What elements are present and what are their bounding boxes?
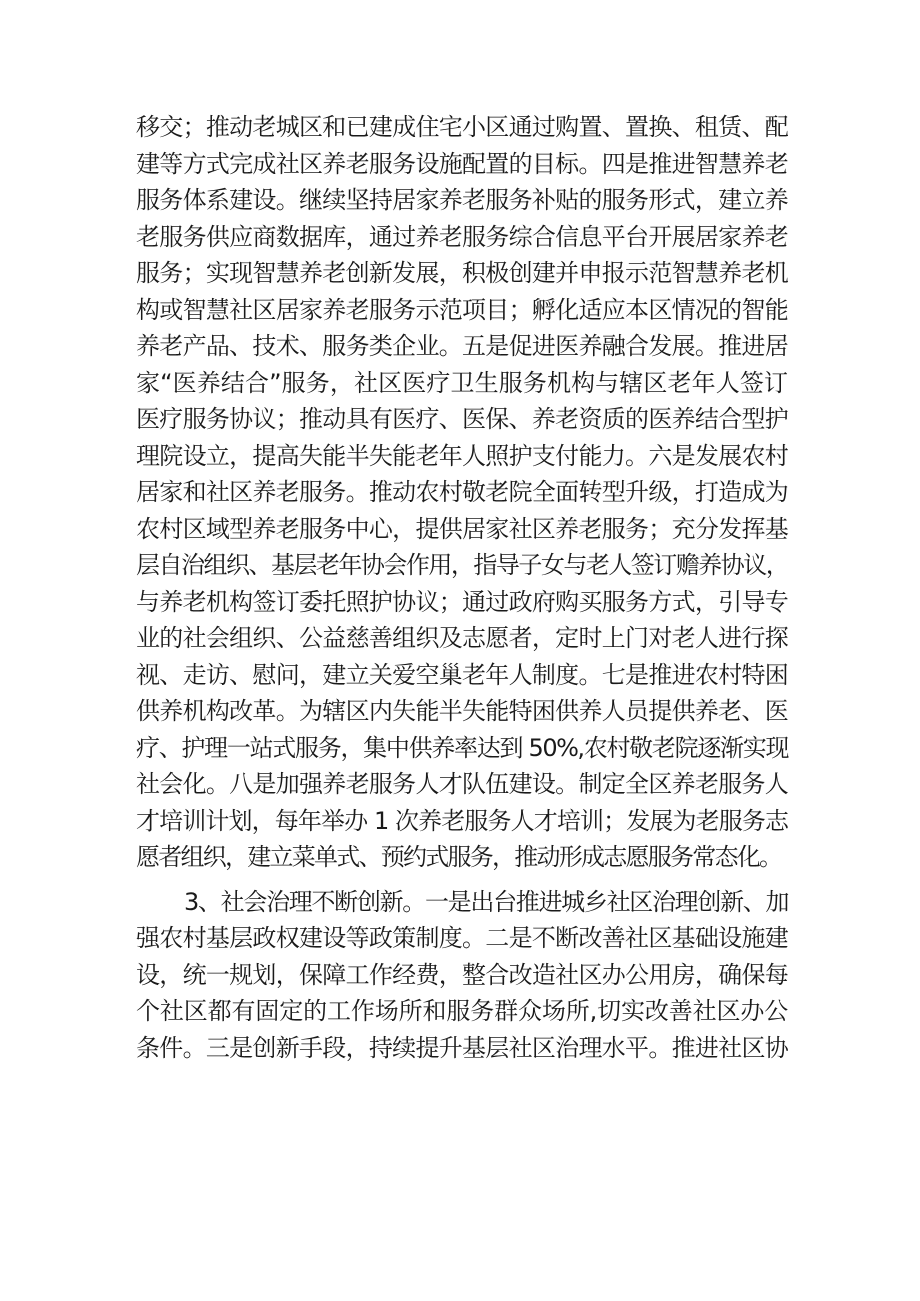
- text-line: 理院设立，提高失能半失能老年人照护支付能力。六是发展农村: [136, 441, 788, 470]
- text-line: 业的社会组织、公益慈善组织及志愿者，定时上门对老人进行探: [136, 624, 788, 652]
- text-line: 设，统一规划，保障工作经费，整合改造社区办公用房，确保每: [136, 960, 788, 989]
- text-line: 强农村基层政权建设等政策制度。二是不断改善社区基础设施建: [136, 924, 788, 952]
- text-line: 老服务供应商数据库，通过养老服务综合信息平台开展居家养老: [136, 222, 788, 251]
- text-line: 层自治组织、基层老年协会作用，指导子女与老人签订赡养协议，: [136, 551, 788, 579]
- text-line: 居家和社区养老服务。推动农村敬老院全面转型升级，打造成为: [136, 478, 788, 506]
- text-line: 与养老机构签订委托照护协议；通过政府购买服务方式，引导专: [136, 587, 788, 616]
- text-line: 个社区都有固定的工作场所和服务群众场所,切实改善社区办公: [136, 997, 788, 1025]
- text-line: 条件。三是创新手段，持续提升基层社区治理水平。推进社区协: [136, 1033, 788, 1062]
- text-line: 养老产品、技术、服务类企业。五是促进医养融合发展。推进居: [136, 332, 788, 360]
- text-line: 移交；推动老城区和已建成住宅小区通过购置、置换、租赁、配: [136, 113, 788, 141]
- document-body: [136, 109, 788, 1066]
- text-line: 构或智慧社区居家养老服务示范项目；孵化适应本区情况的智能: [136, 295, 788, 324]
- text-line: 才培训计划，每年举办 1 次养老服务人才培训；发展为老服务志: [136, 806, 788, 835]
- text-line: 视、走访、慰问，建立关爱空巢老年人制度。七是推进农村特困: [136, 660, 788, 689]
- text-line: 农村区域型养老服务中心，提供居家社区养老服务；充分发挥基: [136, 514, 788, 543]
- text-line: 3、社会治理不断创新。一是出台推进城乡社区治理创新、加: [184, 887, 788, 916]
- text-line: 服务；实现智慧养老创新发展，积极创建并申报示范智慧养老机: [136, 259, 788, 287]
- text-line: 医疗服务协议；推动具有医疗、医保、养老资质的医养结合型护: [136, 405, 788, 433]
- text-line: 建等方式完成社区养老服务设施配置的目标。四是推进智慧养老: [136, 149, 788, 178]
- text-line: 供养机构改革。为辖区内失能半失能特困供养人员提供养老、医: [136, 697, 788, 725]
- paragraph-social-governance: [136, 884, 788, 1067]
- text-line: 愿者组织，建立菜单式、预约式服务，推动形成志愿服务常态化。: [136, 843, 782, 871]
- text-line: 家“医养结合”服务，社区医疗卫生服务机构与辖区老年人签订: [136, 368, 788, 397]
- text-line: 社会化。八是加强养老服务人才队伍建设。制定全区养老服务人: [136, 770, 788, 798]
- text-line: 服务体系建设。继续坚持居家养老服务补贴的服务形式，建立养: [136, 186, 788, 214]
- text-line: 疗、护理一站式服务，集中供养率达到 50%,农村敬老院逐渐实现: [136, 733, 788, 762]
- paragraph-spacing: [136, 876, 788, 884]
- paragraph-elderly-care: [136, 109, 788, 876]
